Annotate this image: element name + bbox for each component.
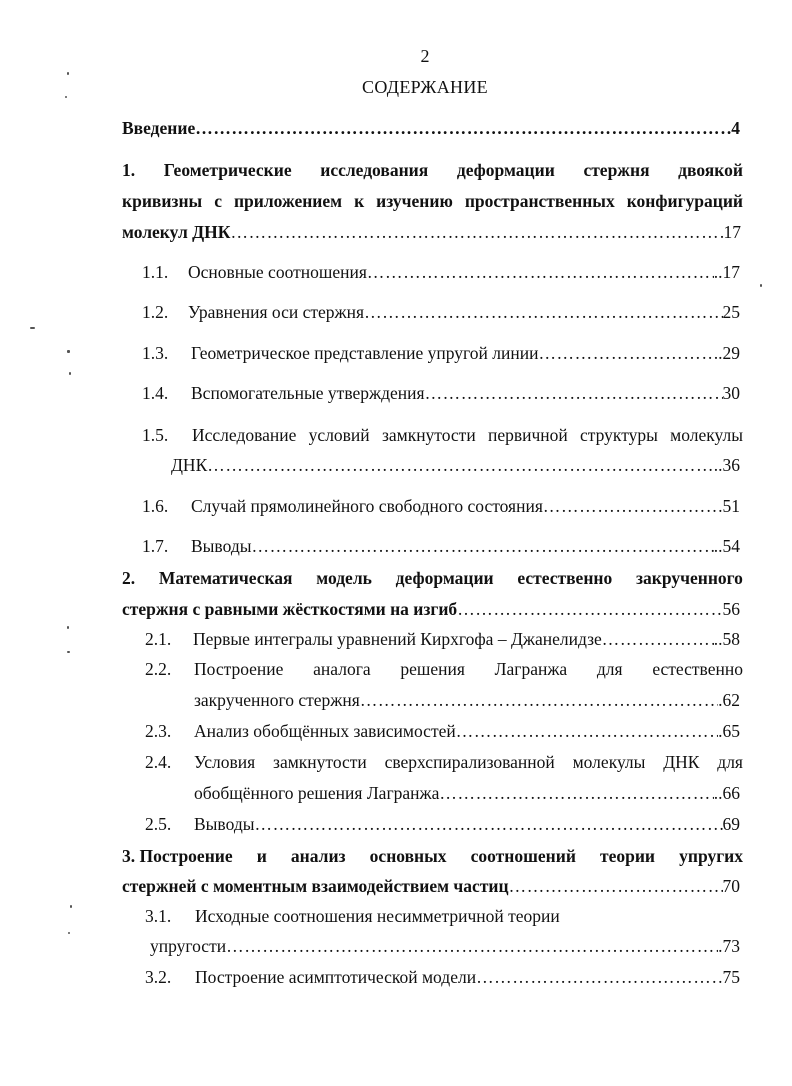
toc-ch1-line2: кривизны с приложением к изучению пространственных конфигураций bbox=[122, 191, 743, 211]
dot-leader bbox=[425, 383, 723, 404]
toc-3-1-num: 3.1. bbox=[145, 906, 172, 926]
dot-leader bbox=[251, 536, 713, 557]
dot-leader bbox=[367, 262, 714, 283]
toc-2-3-num: 2.3. bbox=[145, 721, 172, 741]
toc-intro bbox=[122, 118, 740, 139]
ch1-num: 1. bbox=[122, 160, 136, 180]
toc-ch2-page: 56 bbox=[722, 599, 740, 619]
dot-leader bbox=[230, 222, 723, 243]
toc-1-4: Вспомогательные утверждения …………………………………………………………………………………………………………………………………………………………………………………………………………………… 30 bbox=[191, 383, 740, 404]
dot-leader bbox=[226, 936, 718, 957]
scan-speck bbox=[67, 626, 69, 629]
toc-1-6-num: 1.6. bbox=[142, 496, 169, 516]
toc-1-1: Основные соотношения …………………………………………………………………………………………………………………………………………………………………………………………………………………… ..17 bbox=[188, 262, 740, 283]
toc-ch2-line1: 2. Математическая модель деформации естественно закрученного bbox=[122, 568, 743, 588]
toc-ch2-line2: стержня с равными жёсткостями на изгиб …………………………………………………………………………………………………………………………………………………………………………………………………………………… 56 bbox=[122, 599, 740, 620]
scan-speck bbox=[760, 284, 762, 287]
toc-ch3-line1: 3. Построение и анализ основных соотношений теории упругих bbox=[122, 846, 743, 866]
dot-leader bbox=[195, 118, 727, 139]
toc-1-2: Уравнения оси стержня …………………………………………………………………………………………………………………………………………………………………………………………………………………… 25 bbox=[188, 302, 740, 323]
scan-speck bbox=[67, 651, 70, 653]
toc-1-5-line2: ДНК …………………………………………………………………………………………………………………………………………………………………………………………………………………… ..36 bbox=[171, 455, 740, 476]
toc-2-2-line2: закрученного стержня …………………………………………………………………………………………………………………………………………………………………………………………………………………… .62 bbox=[194, 690, 740, 711]
scan-speck bbox=[30, 327, 35, 329]
toc-1-1-num: 1.1. bbox=[142, 262, 169, 282]
dot-leader bbox=[602, 629, 714, 650]
toc-1-5-num: 1.5. bbox=[142, 425, 169, 445]
dot-leader bbox=[509, 876, 723, 897]
dot-leader bbox=[439, 783, 713, 804]
toc-1-5-line1: Исследование условий замкнутости первичной структуры молекулы bbox=[192, 425, 743, 445]
toc-intro-label: Введение bbox=[122, 118, 196, 138]
toc-ch3-page: 70 bbox=[722, 876, 740, 896]
toc-1-6: Случай прямолинейного свободного состояния …………………………………………………………………………………………………………………………………………………………………………………………………………………… 51 bbox=[191, 496, 740, 517]
toc-ch1-line3: молекул ДНК …………………………………………………………………………………………………………………………………………………………………………………………………………………… 17 bbox=[122, 222, 741, 243]
toc-2-2-line1: Построение аналога решения Лагранжа для естественно bbox=[194, 659, 743, 679]
toc-2-3: Анализ обобщённых зависимостей …………………………………………………………………………………………………………………………………………………………………………………………………………………… .65 bbox=[194, 721, 740, 742]
toc-1-2-num: 1.2. bbox=[142, 302, 169, 322]
toc-2-1-num: 2.1. bbox=[145, 629, 172, 649]
toc-1-4-num: 1.4. bbox=[142, 383, 169, 403]
toc-ch1-line1: 1. Геометрические исследования деформации стержня двоякой bbox=[122, 160, 743, 180]
scan-speck bbox=[65, 96, 67, 98]
dot-leader bbox=[456, 721, 718, 742]
scan-speck bbox=[70, 905, 72, 908]
toc-ch3-line2: стержней с моментным взаимодействием частиц …………………………………………………………………………………………………………………………………………………………………………………………………………………… 70 bbox=[122, 876, 740, 897]
toc-3-2: Построение асимптотической модели …………………………………………………………………………………………………………………………………………………………………………………………………………………… .75 bbox=[195, 967, 740, 988]
toc-2-4-line1: Условия замкнутости сверхспирализованной молекулы ДНК для bbox=[194, 752, 743, 772]
dot-leader bbox=[254, 814, 722, 835]
dot-leader bbox=[364, 302, 722, 323]
scan-speck bbox=[67, 72, 69, 75]
dot-leader bbox=[476, 967, 718, 988]
toc-2-5: Выводы …………………………………………………………………………………………………………………………………………………………………………………………………………………… 69 bbox=[194, 814, 740, 835]
dot-leader bbox=[538, 343, 718, 364]
scan-speck bbox=[69, 372, 71, 375]
toc-2-4-line2: обобщённого решения Лагранжа …………………………………………………………………………………………………………………………………………………………………………………………………………………… ..66 bbox=[194, 783, 740, 804]
toc-1-3-num: 1.3. bbox=[142, 343, 169, 363]
dot-leader bbox=[207, 455, 714, 476]
dot-leader bbox=[543, 496, 723, 517]
dot-leader bbox=[457, 599, 722, 620]
toc-1-7: Выводы …………………………………………………………………………………………………………………………………………………………………………………………………………………… ..54 bbox=[191, 536, 740, 557]
toc-2-5-num: 2.5. bbox=[145, 814, 172, 834]
toc-intro-page: .4 bbox=[726, 118, 740, 138]
toc-ch1-page: 17 bbox=[723, 222, 741, 242]
toc-1-7-num: 1.7. bbox=[142, 536, 169, 556]
toc-2-1: Первые интегралы уравнений Кирхгофа – Джанелидзе …………………………………………………………………………………………………………………………………………………………………………………………………………………… ..58 bbox=[193, 629, 740, 650]
toc-3-2-num: 3.2. bbox=[145, 967, 172, 987]
ch2-num: 2. bbox=[122, 568, 136, 588]
toc-3-1-line2: упругости …………………………………………………………………………………………………………………………………………………………………………………………………………………… .73 bbox=[150, 936, 740, 957]
toc-3-1-line1: Исходные соотношения несимметричной теории bbox=[195, 906, 560, 926]
toc-2-2-num: 2.2. bbox=[145, 659, 172, 679]
page-title: СОДЕРЖАНИЕ bbox=[362, 77, 488, 97]
scan-speck bbox=[68, 932, 70, 934]
scan-speck bbox=[67, 350, 70, 353]
dot-leader bbox=[360, 690, 718, 711]
toc-1-3: Геометрическое представление упругой линии …………………………………………………………………………………………………………………………………………………………………………………………………………………… .29 bbox=[191, 343, 740, 364]
toc-2-4-num: 2.4. bbox=[145, 752, 172, 772]
page-number: 2 bbox=[420, 46, 430, 66]
